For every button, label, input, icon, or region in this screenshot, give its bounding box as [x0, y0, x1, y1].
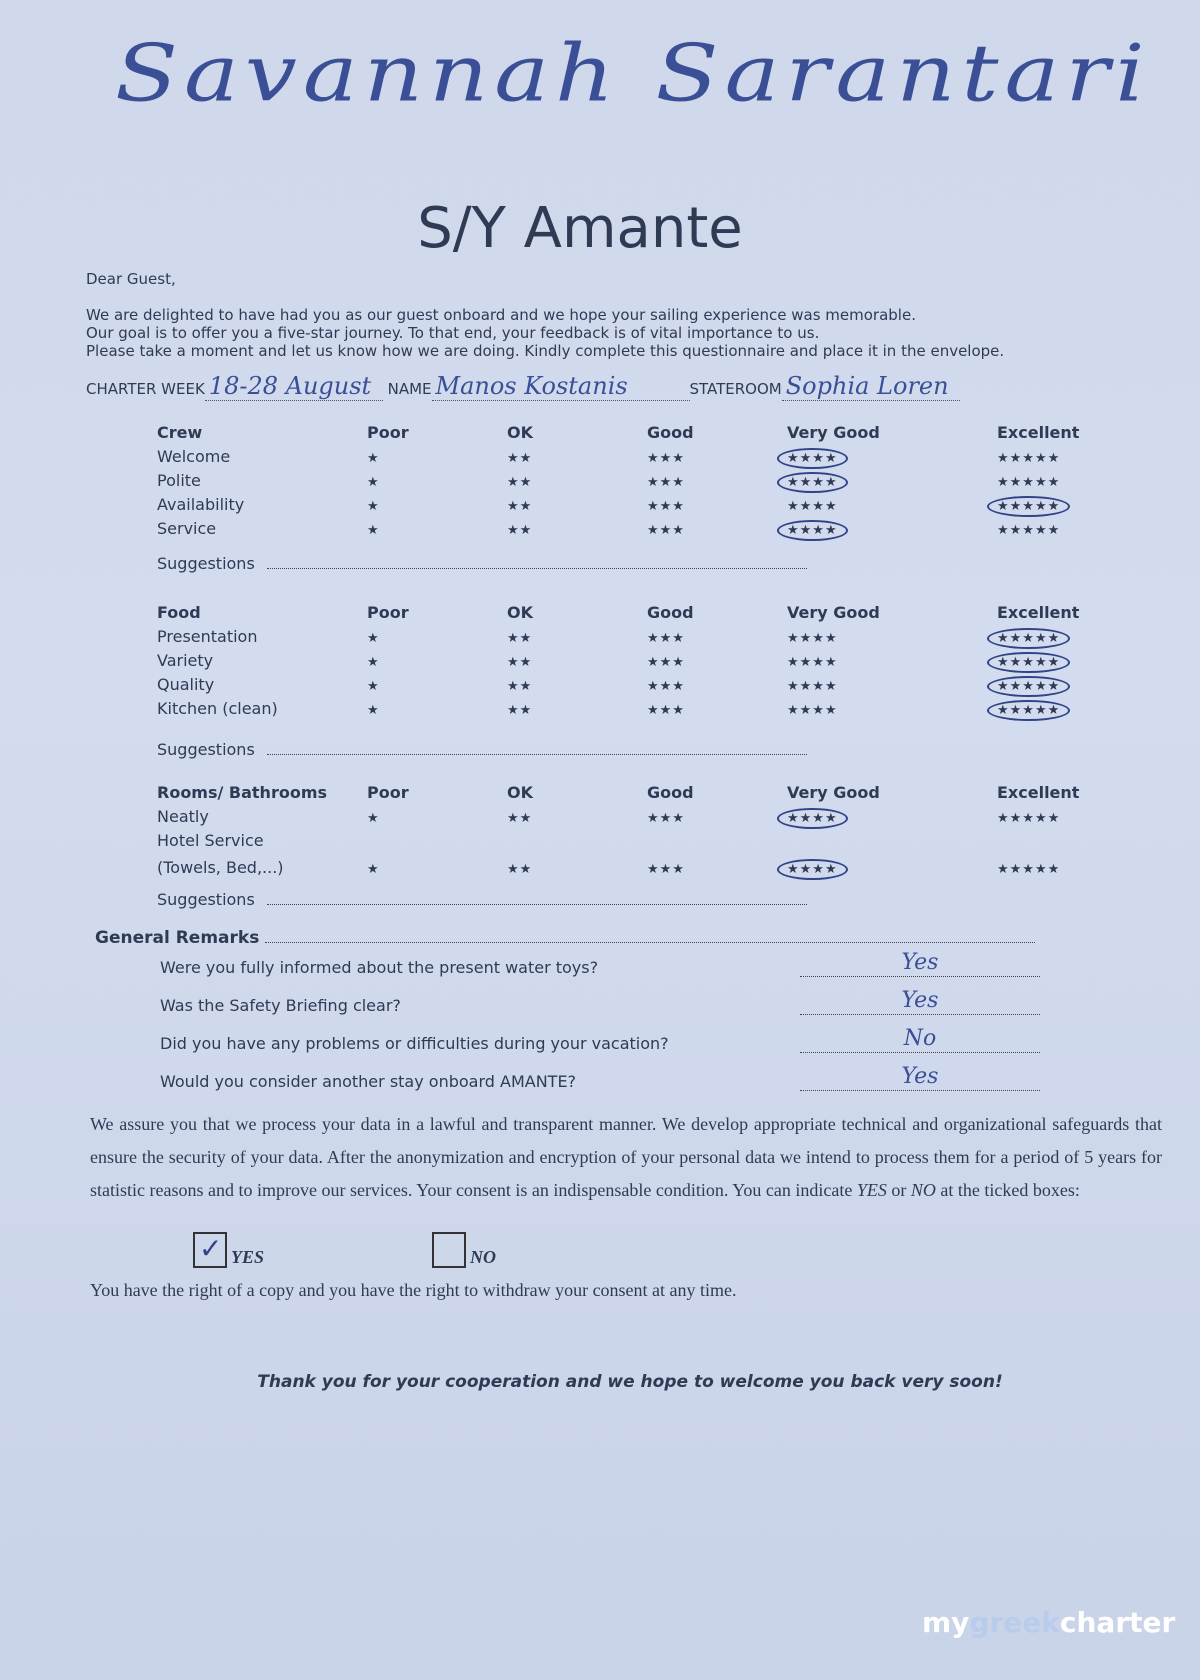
selected-rating[interactable]: ★★★★: [777, 808, 848, 829]
question-text: Did you have any problems or difficulties during your vacation?: [160, 1034, 669, 1053]
item-label: Service: [157, 518, 217, 538]
item-label: (Towels, Bed,...): [157, 857, 284, 877]
rating-row: [157, 444, 1087, 468]
rating-row: [157, 516, 1087, 540]
item-label: Welcome: [157, 446, 231, 466]
rating-option[interactable]: ★★★: [647, 630, 685, 646]
selected-rating[interactable]: ★★★★★: [987, 496, 1070, 517]
rating-option[interactable]: ★★★: [647, 702, 685, 718]
scale-label: Poor: [367, 422, 409, 442]
rating-row: [157, 696, 1087, 720]
rating-option[interactable]: ★★★: [647, 654, 685, 670]
section-heading: Crew: [157, 422, 203, 442]
charter-week-label: CHARTER WEEK: [86, 380, 205, 398]
answer-field[interactable]: Yes: [800, 988, 1040, 1015]
scale-label: Excellent: [997, 782, 1080, 802]
consent-yes-option[interactable]: [193, 1232, 264, 1268]
scale-label: Good: [647, 422, 694, 442]
consent-no-checkbox[interactable]: [432, 1232, 466, 1268]
rating-option[interactable]: ★★★: [647, 498, 685, 514]
scale-label: Poor: [367, 602, 409, 622]
scale-label: Very Good: [787, 602, 880, 622]
scale-label: Very Good: [787, 422, 880, 442]
name-label: NAME: [387, 380, 432, 398]
privacy-text: We assure you that we process your data in a lawful and transparent manner. We develop appropriate technical and organizational safeguards that ensure the security of your data. After the anonymization and encryption of your personal data we intend to process them for a period of 5 years for statistic reasons and to improve our services. Your consent is an indispensable condition. You can indicate: [90, 1114, 1162, 1200]
intro-line-3: Please take a moment and let us know how we are doing. Kindly complete this questionnaire and place it in the envelope.: [86, 342, 1005, 360]
item-label: Polite: [157, 470, 201, 490]
consent-yes-checkbox[interactable]: [193, 1232, 227, 1268]
general-remarks: [95, 928, 1035, 948]
rating-option[interactable]: ★★★: [647, 450, 685, 466]
rating-row: [157, 648, 1087, 672]
rating-option[interactable]: ★★: [507, 498, 533, 514]
rating-option[interactable]: ★★★: [647, 474, 685, 490]
rating-option[interactable]: ★: [367, 654, 380, 670]
rating-row: [157, 672, 1087, 696]
scale-label: OK: [507, 422, 533, 442]
selected-rating[interactable]: ★★★★: [777, 859, 848, 880]
scale-label: Excellent: [997, 602, 1080, 622]
rating-option[interactable]: ★: [367, 678, 380, 694]
rating-option[interactable]: ★★: [507, 450, 533, 466]
rating-option[interactable]: ★: [367, 474, 380, 490]
scale-label: Good: [647, 782, 694, 802]
item-label: Neatly: [157, 806, 209, 826]
item-label: Quality: [157, 674, 215, 694]
rating-option[interactable]: ★★: [507, 702, 533, 718]
consent-yes-label: YES: [231, 1247, 265, 1267]
rating-option[interactable]: ★★★★: [787, 654, 838, 670]
rating-option[interactable]: ★★★: [647, 522, 685, 538]
rating-row: [157, 624, 1087, 648]
rooms-suggestions: [157, 890, 807, 909]
rating-option[interactable]: ★: [367, 702, 380, 718]
stateroom-value: Sophia Loren: [782, 372, 960, 401]
rating-option[interactable]: ★★: [507, 630, 533, 646]
rating-option[interactable]: ★★★★: [787, 630, 838, 646]
crew-rating-table: [157, 420, 1087, 540]
question-row: [160, 950, 1040, 977]
selected-rating[interactable]: ★★★★★: [987, 700, 1070, 721]
section-heading: Food: [157, 602, 201, 622]
document-title: S/Y Amante: [417, 196, 743, 261]
rating-row: [157, 468, 1087, 492]
food-rating-table: [157, 600, 1087, 720]
charter-info-line: [86, 372, 960, 401]
suggestions-field[interactable]: [267, 890, 807, 905]
rating-row: [157, 804, 1087, 828]
rating-option[interactable]: ★★★: [647, 810, 685, 826]
rating-header-row: [157, 420, 1087, 444]
selected-rating[interactable]: ★★★★★: [987, 652, 1070, 673]
handwritten-signature: Savannah Sarantari: [115, 28, 1151, 119]
scale-label: Excellent: [997, 422, 1080, 442]
consent-no-option[interactable]: [432, 1232, 496, 1268]
item-label: Availability: [157, 494, 245, 514]
answer-field[interactable]: Yes: [800, 1064, 1040, 1091]
rating-option[interactable]: ★★: [507, 654, 533, 670]
rating-row: [157, 492, 1087, 516]
stateroom-label: STATEROOM: [689, 380, 782, 398]
rating-option[interactable]: ★★★: [647, 861, 685, 877]
rating-option[interactable]: ★: [367, 522, 380, 538]
suggestions-label: Suggestions: [157, 554, 255, 573]
privacy-no-word: NO: [910, 1180, 936, 1200]
item-label: Presentation: [157, 626, 258, 646]
food-suggestions: [157, 740, 807, 759]
scale-label: OK: [507, 782, 533, 802]
rating-option[interactable]: ★★★★★: [997, 474, 1061, 490]
general-remarks-label: General Remarks: [95, 928, 260, 948]
rating-header-row: [157, 780, 1087, 804]
checkmark-icon: ✓: [199, 1234, 223, 1265]
selected-rating[interactable]: ★★★★: [777, 448, 848, 469]
privacy-yes-word: YES: [856, 1180, 887, 1200]
rating-option[interactable]: ★★★★: [787, 702, 838, 718]
rating-option[interactable]: ★★: [507, 678, 533, 694]
rating-option[interactable]: ★★★★★: [997, 522, 1061, 538]
rating-option[interactable]: ★★: [507, 474, 533, 490]
rating-option[interactable]: ★★★★: [787, 498, 838, 514]
rating-option[interactable]: ★★: [507, 522, 533, 538]
rating-option[interactable]: ★★: [507, 810, 533, 826]
rating-option[interactable]: ★: [367, 498, 380, 514]
name-value: Manos Kostanis: [432, 372, 690, 401]
thank-you-note: Thank you for your cooperation and we hope to welcome you back very soon!: [257, 1372, 1003, 1392]
rating-option[interactable]: ★★★★: [787, 678, 838, 694]
rating-option[interactable]: ★: [367, 630, 380, 646]
rights-statement: You have the right of a copy and you have the right to withdraw your consent at any time.: [90, 1280, 737, 1300]
item-label: Kitchen (clean): [157, 698, 278, 718]
watermark-logo: mygreekcharter: [922, 1606, 1176, 1639]
rating-option[interactable]: ★★★★★: [997, 450, 1061, 466]
suggestions-label: Suggestions: [157, 740, 255, 759]
scale-label: Very Good: [787, 782, 880, 802]
intro-line-1: We are delighted to have had you as our guest onboard and we hope your sailing experience was memorable.: [86, 306, 916, 324]
suggestions-field[interactable]: [267, 740, 807, 755]
rating-option[interactable]: ★: [367, 810, 380, 826]
privacy-or-word: or: [891, 1180, 907, 1200]
privacy-statement: [90, 1108, 1162, 1207]
rooms-rating-table: [157, 780, 1087, 882]
privacy-tail: at the ticked boxes:: [940, 1180, 1080, 1200]
rating-option[interactable]: ★: [367, 450, 380, 466]
scale-label: Poor: [367, 782, 409, 802]
rating-option[interactable]: ★★★★★: [997, 810, 1061, 826]
question-row: [160, 1026, 1040, 1053]
rating-header-row: [157, 600, 1087, 624]
question-text: Was the Safety Briefing clear?: [160, 996, 401, 1015]
intro-line-2: Our goal is to offer you a five-star journey. To that end, your feedback is of vital importance to us.: [86, 324, 820, 342]
question-text: Were you fully informed about the present water toys?: [160, 958, 599, 977]
suggestions-field[interactable]: [267, 554, 807, 569]
answer-field[interactable]: Yes: [800, 950, 1040, 977]
answer-field[interactable]: No: [800, 1026, 1040, 1053]
item-label: Hotel Service: [157, 830, 264, 850]
general-remarks-field[interactable]: [265, 928, 1035, 943]
rating-option[interactable]: ★: [367, 861, 380, 877]
rating-option[interactable]: ★★: [507, 861, 533, 877]
question-row: [160, 1064, 1040, 1091]
rating-row: [157, 852, 1087, 882]
suggestions-label: Suggestions: [157, 890, 255, 909]
selected-rating[interactable]: ★★★★: [777, 520, 848, 541]
charter-week-value: 18-28 August: [205, 372, 383, 401]
rating-option[interactable]: ★★★★★: [997, 861, 1061, 877]
question-row: [160, 988, 1040, 1015]
scale-label: OK: [507, 602, 533, 622]
selected-rating[interactable]: ★★★★★: [987, 628, 1070, 649]
question-text: Would you consider another stay onboard AMANTE?: [160, 1072, 577, 1091]
greeting: Dear Guest,: [86, 270, 176, 288]
selected-rating[interactable]: ★★★★★: [987, 676, 1070, 697]
crew-suggestions: [157, 554, 807, 573]
section-heading: Rooms/ Bathrooms: [157, 782, 328, 802]
item-label: Variety: [157, 650, 214, 670]
rating-option[interactable]: ★★★: [647, 678, 685, 694]
scale-label: Good: [647, 602, 694, 622]
consent-no-label: NO: [470, 1247, 496, 1267]
selected-rating[interactable]: ★★★★: [777, 472, 848, 493]
rating-row-label: [157, 828, 1087, 852]
